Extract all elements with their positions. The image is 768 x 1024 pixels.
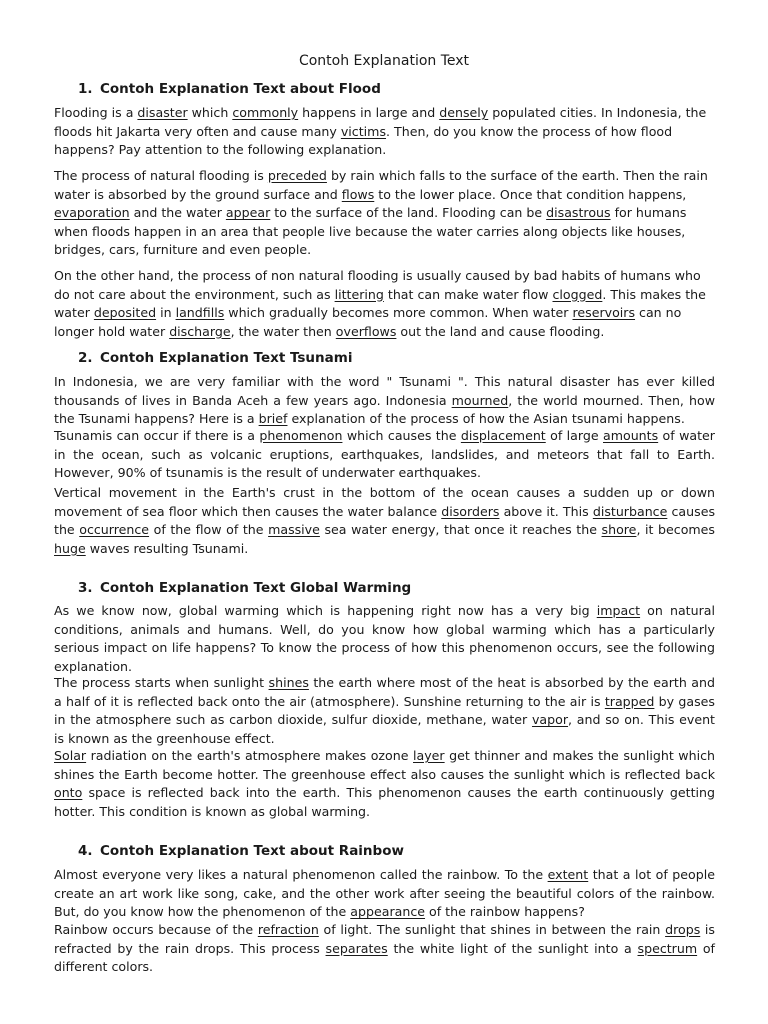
underlined-term: overflows xyxy=(335,323,397,339)
text-run: waves resulting Tsunami. xyxy=(85,540,249,556)
underlined-term: massive xyxy=(268,522,320,538)
underlined-term: drops xyxy=(665,922,701,937)
section-heading-flood xyxy=(78,80,381,98)
text-run: get thinner and makes the sunlight which shines the Earth become hotter. The greenhouse effect also causes the sunlight which is reflected back xyxy=(54,748,715,782)
text-run: of different colors. xyxy=(54,940,715,975)
text-run: for humans when floods happen in an area that people live because the water carries along objects like houses, bridges, cars, furniture and even people. xyxy=(54,205,687,258)
underlined-term: trapped xyxy=(604,693,655,709)
paragraph xyxy=(54,921,715,977)
underlined-term: victims xyxy=(340,123,387,139)
text-run: which gradually becomes more common. When water xyxy=(224,305,573,321)
paragraph xyxy=(54,104,715,160)
text-run: On the other hand, the process of non natural flooding is usually caused by bad habits of humans who do not care about the environment, such as xyxy=(54,268,701,302)
text-run: , the water then xyxy=(230,323,336,339)
text-run: radiation on the earth's atmosphere makes ozone xyxy=(86,748,414,763)
paragraph xyxy=(54,747,715,821)
section-title: Contoh Explanation Text about Flood xyxy=(100,81,381,97)
text-run: Rainbow occurs because of the xyxy=(54,922,258,937)
underlined-term: littering xyxy=(334,286,384,302)
text-run: and the water xyxy=(129,205,226,221)
text-run: above it. This xyxy=(499,503,593,519)
text-run: by gases in the atmosphere such as carbon dioxide, sulfur dioxide, methane, water xyxy=(54,693,715,728)
underlined-term: appearance xyxy=(350,904,426,920)
section-number: 2. xyxy=(78,350,93,366)
text-run: populated cities. In Indonesia, the floods hit Jakarta very often and cause many xyxy=(54,105,707,139)
paragraph xyxy=(54,267,715,341)
text-run: can no longer hold water xyxy=(54,305,682,339)
paragraph xyxy=(54,167,715,260)
text-run: explanation of the process of how the Asian tsunami happens. xyxy=(287,411,685,427)
underlined-term: flows xyxy=(341,186,375,202)
underlined-term: shines xyxy=(268,675,309,690)
page-title: Contoh Explanation Text xyxy=(298,53,470,69)
section-heading-tsunami xyxy=(78,349,352,367)
text-run: , and so on. This event is known as the greenhouse effect. xyxy=(54,712,715,746)
text-run: space is reflected back into the earth. This phenomenon causes the earth continuously getting hotter. This condition is known as global warming. xyxy=(54,785,715,819)
section-title: Contoh Explanation Text about Rainbow xyxy=(100,843,404,859)
paragraph xyxy=(54,674,715,748)
underlined-term: disorders xyxy=(441,503,500,519)
text-run: Flooding is a xyxy=(54,105,138,120)
text-run: As we know now, global warming which is happening right now has a very big xyxy=(54,603,597,618)
section-heading-global-warming xyxy=(78,579,411,597)
paragraph xyxy=(54,866,715,922)
text-run: , it becomes xyxy=(636,522,715,538)
underlined-term: refraction xyxy=(257,922,319,937)
underlined-term: separates xyxy=(325,940,388,956)
paragraph xyxy=(54,427,715,483)
underlined-term: displacement xyxy=(460,428,546,443)
text-run: in xyxy=(156,305,176,321)
text-run: which xyxy=(187,105,233,120)
underlined-term: huge xyxy=(54,540,86,556)
underlined-term: evaporation xyxy=(54,205,130,221)
text-run: . This makes the water xyxy=(54,286,706,321)
underlined-term: shore xyxy=(601,522,637,538)
text-run: of the rainbow happens? xyxy=(425,904,585,920)
underlined-term: reservoirs xyxy=(572,305,636,321)
section-title: Contoh Explanation Text Tsunami xyxy=(100,350,353,366)
paragraph xyxy=(54,484,715,558)
text-run: the earth where most of the heat is absorbed by the earth and a half of it is reflected back onto the air (atmosphere). Sunshine returning to the air is xyxy=(54,675,715,709)
text-run: In Indonesia, we are very familiar with the word " Tsunami ". This natural disaster has ever killed thousands of lives in Banda Aceh a few years ago. Indonesia xyxy=(54,374,715,408)
text-run: happens in large and xyxy=(298,105,440,120)
underlined-term: deposited xyxy=(93,305,157,321)
underlined-term: disturbance xyxy=(592,503,668,519)
underlined-term: commonly xyxy=(232,105,299,120)
underlined-term: phenomenon xyxy=(259,428,343,443)
text-run: causes the xyxy=(54,503,716,538)
underlined-term: extent xyxy=(547,867,589,882)
section-title: Contoh Explanation Text Global Warming xyxy=(100,580,412,596)
underlined-term: Solar xyxy=(54,748,87,763)
section-number: 4. xyxy=(78,843,93,859)
text-run: that a lot of people create an art work like song, cake, and the other work after seeing the beautiful colors of the rainbow. But, do you know how the phenomenon of the xyxy=(54,867,715,920)
text-run: which causes the xyxy=(342,428,461,443)
underlined-term: amounts xyxy=(603,428,659,443)
text-run: is refracted by the rain drops. This process xyxy=(54,922,715,956)
underlined-term: mourned xyxy=(451,392,509,408)
text-run: on natural conditions, animals and humans. Well, do you know how global warming which has a particularly serious impact on life happens? To know the process of how this phenomenon occurs, see the following explanation. xyxy=(54,603,715,674)
underlined-term: appear xyxy=(225,205,271,221)
underlined-term: disaster xyxy=(137,105,188,120)
text-run: , the world mourned. Then, how the Tsunami happens? Here is a xyxy=(54,392,715,427)
underlined-term: occurrence xyxy=(79,522,150,538)
section-number: 3. xyxy=(78,580,93,596)
underlined-term: layer xyxy=(413,748,445,763)
text-run: Tsunamis can occur if there is a xyxy=(54,428,260,443)
text-run: the white light of the sunlight into a xyxy=(387,940,638,956)
text-run: of the flow of the xyxy=(149,522,269,538)
text-run: of large xyxy=(545,428,603,443)
underlined-term: landfills xyxy=(175,305,225,321)
underlined-term: preceded xyxy=(267,168,327,183)
underlined-term: clogged xyxy=(552,286,603,302)
text-run: sea water energy, that once it reaches the xyxy=(319,522,602,538)
text-run: Almost everyone very likes a natural phenomenon called the rainbow. To the xyxy=(54,867,548,882)
text-run: of water in the ocean, such as volcanic eruptions, earthquakes, landslides, and meteors that fall to Earth. However, 90% of tsunamis is the result of underwater earthquakes. xyxy=(54,428,715,481)
section-heading-rainbow xyxy=(78,842,404,860)
section-number: 1. xyxy=(78,81,93,97)
underlined-term: impact xyxy=(596,603,641,618)
text-run: to the surface of the land. Flooding can be xyxy=(270,205,547,221)
text-run: by rain which falls to the surface of the earth. Then the rain water is absorbed by the ground surface and xyxy=(54,168,708,202)
paragraph xyxy=(54,373,715,429)
underlined-term: densely xyxy=(439,105,489,120)
text-run: The process starts when sunlight xyxy=(54,675,269,690)
text-run: Vertical movement in the Earth's crust in the bottom of the ocean causes a sudden up or down movement of sea floor which then causes the water balance xyxy=(54,485,715,519)
underlined-term: discharge xyxy=(169,323,231,339)
underlined-term: brief xyxy=(258,411,288,427)
underlined-term: disastrous xyxy=(546,205,611,221)
text-run: . Then, do you know the process of how flood happens? Pay attention to the following explanation. xyxy=(54,123,673,158)
underlined-term: spectrum xyxy=(637,940,698,956)
text-run: to the lower place. Once that condition happens, xyxy=(374,186,687,202)
text-run: The process of natural flooding is xyxy=(54,168,268,183)
paragraph xyxy=(54,602,715,676)
underlined-term: onto xyxy=(54,785,83,801)
text-run: that can make water flow xyxy=(383,286,553,302)
text-run: out the land and cause flooding. xyxy=(396,323,605,339)
underlined-term: vapor xyxy=(531,712,569,728)
text-run: of light. The sunlight that shines in between the rain xyxy=(318,922,666,937)
